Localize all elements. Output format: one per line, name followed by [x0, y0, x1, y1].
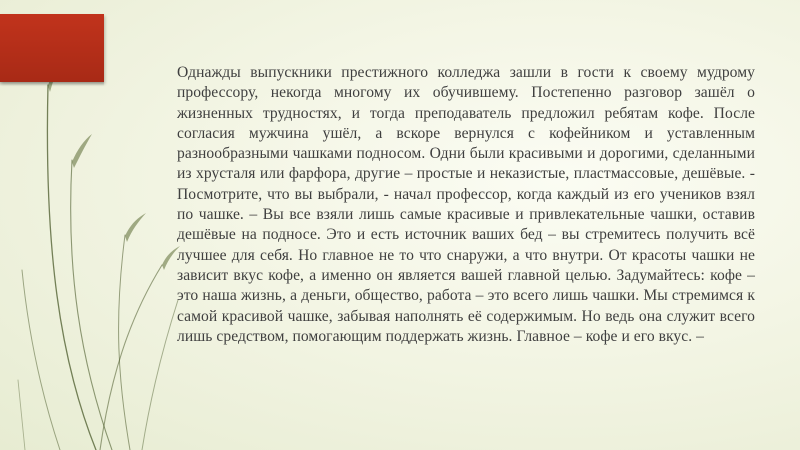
slide-body-text: Однажды выпускники престижного колледжа зашли в гости к своему мудрому профессору, некогда многому их обучившему. Постепенно разговор зашёл о жизненных трудностях, и тогда преподаватель предложил ребятам кофе. После согласия мужчина ушёл, а вскоре вернулся с кофейником и уставленным разнообразными чашками подносом. Одни были красивыми и дорогими, сделанными из хрусталя или фарфора, другие – простые и неказистые, пластмассовые, дешёвые. - Посмотрите, что вы выбрали, - начал профессор, когда каждый из его учеников взял по чашке. – Вы все взяли лишь самые красивые и привлекательные чашки, оставив дешёвые на подносе. Это и есть источник ваших бед – вы стремитесь получить всё лучшее для себя. Но главное не то что снаружи, а что внутри. От красоты чашки не зависит вкус кофе, а именно он является вашей главной целью. Задумайтесь: кофе – это наша жизнь, а деньги, общество, работа – это всего лишь чашки. Мы стремимся к самой красивой чашке, забывая наполнять её содержимым. Но ведь она служит всего лишь средством, помогающим поддержать жизнь. Главное – кофе и его вкус. –	[177, 64, 755, 345]
grass-stem	[18, 380, 25, 450]
grass-stem	[142, 300, 178, 450]
grass-leaf	[125, 213, 146, 242]
grass-stem	[22, 270, 60, 450]
grass-leaf	[72, 134, 92, 168]
title-accent-banner	[0, 14, 104, 82]
grass-stem	[119, 235, 130, 450]
grass-stem	[100, 265, 162, 450]
grass-stem	[71, 160, 112, 450]
